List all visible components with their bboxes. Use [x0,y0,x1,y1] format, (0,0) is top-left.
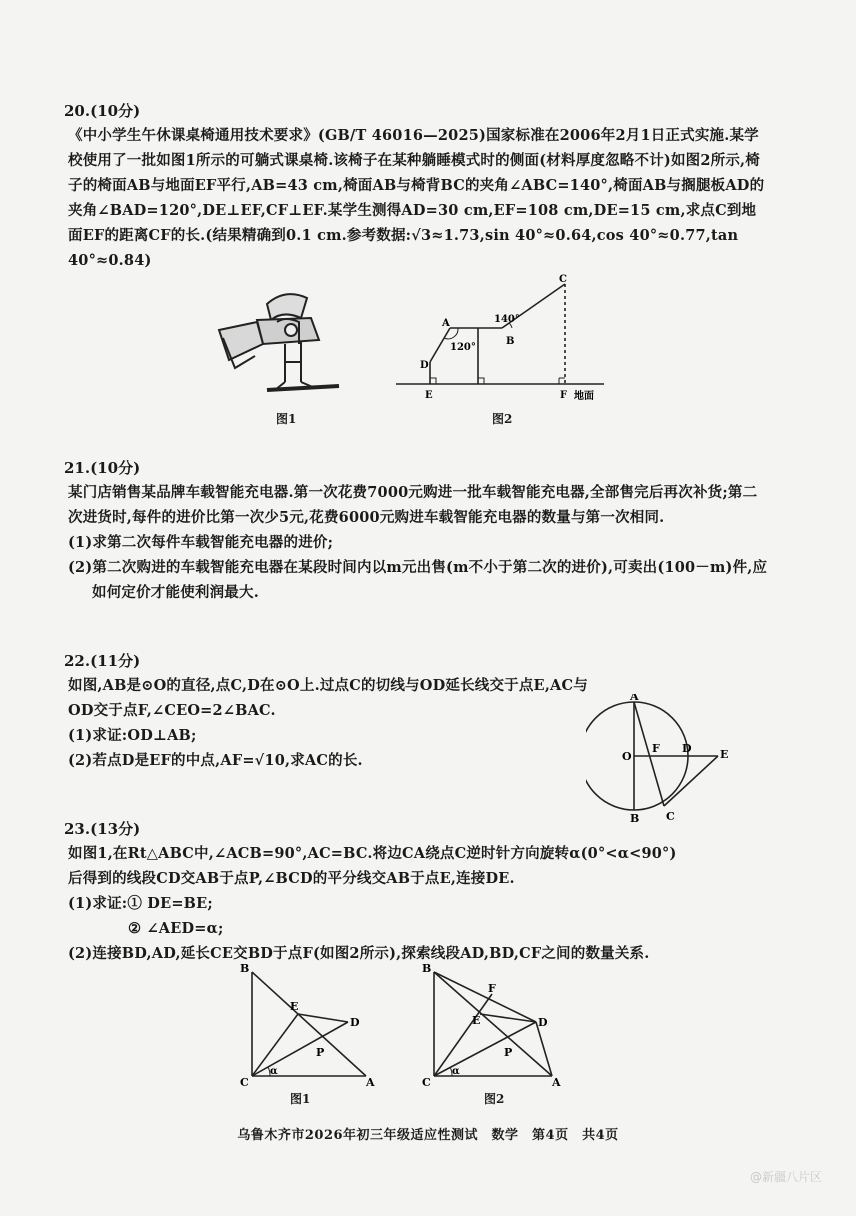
question-23-heading: 23.(13分) [64,820,141,838]
label-A: A [366,1076,375,1089]
question-20-text: 《中小学生午休课桌椅通用技术要求》(GB/T 46016—2025)国家标准在2006年2月1日正式实施.某学校使用了一批如图1所示的可躺式课桌椅.该椅子在某种躺睡模式时的侧面(材料厚度忽略不计)如图2所示,椅子的椅面AB与地面EF平行,AB=43 cm,椅面AB与椅背BC的夹角∠ABC=140°,椅面AB与搁腿板AD的夹角∠BAD=120°,DE⊥EF,CF⊥EF.某学生测得AD=30 cm,EF=108 cm,DE=15 cm,求点C到地面EF的距离CF的长.(结果精确到0.1 cm.参考数据:√3≈1.73,sin 40°≈0.64,cos 40°≈0.77,tan 40°≈0.84) [68,127,765,269]
angle-140-label: 140° [494,314,520,325]
question-22-line2: OD交于点F,∠CEO=2∠BAC. [68,702,276,719]
label-O: O [622,750,632,763]
label-A: A [552,1076,561,1089]
question-23-sub2: (2)连接BD,AD,延长CE交BD于点F(如图2所示),探索线段AD,BD,CF之间的数量关系. [68,945,650,962]
label-E: E [720,748,729,761]
question-23-line1: 如图1,在Rt△ABC中,∠ACB=90°,AC=BC.将边CA绕点C逆时针方向旋转α(0°<α<90°) [68,845,677,862]
label-C: C [559,274,567,285]
label-A: A [442,318,450,329]
label-alpha: α [270,1066,278,1077]
q22-circle-figure [586,694,736,824]
question-23-sub1a: (1)求证:① DE=BE; [68,895,213,912]
watermark: @新疆八片区 [749,1170,822,1184]
question-20 [64,100,768,273]
q23-figure-2-caption: 图2 [484,1092,505,1106]
label-F: F [652,742,660,755]
label-P: P [316,1046,325,1059]
q23-figure-1 [236,964,376,1089]
label-D: D [682,742,692,755]
label-F: F [560,390,568,401]
label-A: A [630,694,639,703]
label-D: D [420,360,429,371]
label-C: C [240,1076,249,1089]
label-alpha: α [452,1066,460,1077]
label-C: C [666,810,675,823]
q20-figure-1-caption: 图1 [276,412,297,426]
question-22-heading: 22.(11分) [64,652,141,670]
q20-figure-1-chair [215,282,355,407]
question-21-heading: 21.(10分) [64,459,141,477]
label-E: E [290,1000,299,1013]
question-22-sub2: (2)若点D是EF的中点,AF=√10,求AC的长. [68,752,363,769]
question-21-text: 某门店销售某品牌车载智能充电器.第一次花费7000元购进一批车载智能充电器,全部售完后再次补货;第二次进货时,每件的进价比第一次少5元,花费6000元购进车载智能充电器的数量与第一次相同. [68,484,758,526]
angle-120-label: 120° [450,342,476,353]
label-B: B [506,336,515,347]
label-B: B [240,964,250,975]
question-22-sub1: (1)求证:OD⊥AB; [68,727,197,744]
label-D: D [350,1016,360,1029]
question-23-sub1b: ② ∠AED=α; [128,920,224,937]
question-22-line1: 如图,AB是⊙O的直径,点C,D在⊙O上.过点C的切线与OD延长线交于点E,AC与 [68,677,588,694]
label-C: C [422,1076,431,1089]
question-23 [64,818,768,966]
label-F: F [488,982,496,995]
ground-label: 地面 [574,391,594,402]
label-E: E [472,1014,481,1027]
question-21-sub2: (2)第二次购进的车载智能充电器在某段时间内以m元出售(m不小于第二次的进价),可卖出(100－m)件,应如何定价才能使利润最大. [68,559,768,601]
q20-figure-2-caption: 图2 [492,412,513,426]
q20-figure-2-diagram [392,270,612,406]
label-B: B [630,812,640,824]
page-footer: 乌鲁木齐市2026年初三年级适应性测试 数学 第4页 共4页 [237,1128,619,1143]
question-21 [64,457,768,605]
q23-figure-1-caption: 图1 [290,1092,311,1106]
q23-figure-2 [418,964,568,1089]
label-E: E [425,390,433,401]
label-D: D [538,1016,548,1029]
label-P: P [504,1046,513,1059]
question-21-sub1: (1)求第二次每件车载智能充电器的进价; [68,534,334,551]
question-23-line2: 后得到的线段CD交AB于点P,∠BCD的平分线交AB于点E,连接DE. [68,870,515,887]
label-B: B [422,964,432,975]
question-20-heading: 20.(10分) [64,102,141,120]
